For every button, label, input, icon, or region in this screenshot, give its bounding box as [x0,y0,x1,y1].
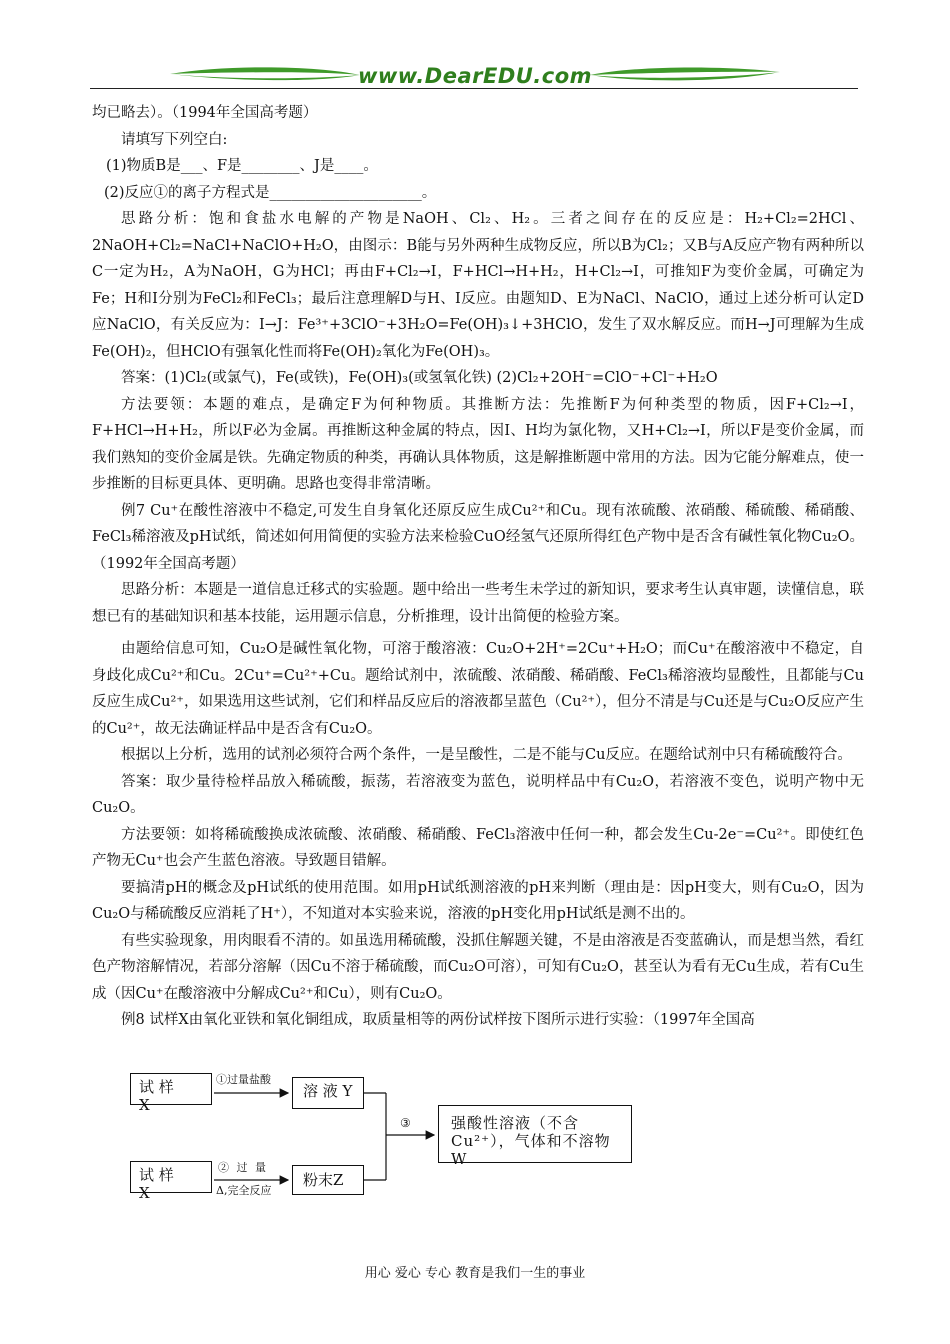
powder-z-label: 粉末Z [303,1171,344,1189]
paragraph: 请填写下列空白: [121,131,228,148]
result-box [438,1105,632,1168]
sample-box-1 [130,1073,212,1114]
experiment-flow-diagram [128,1065,638,1215]
powder-z-box [292,1165,364,1195]
site-name: www.DearEDU.com [357,64,593,88]
result-label: 强酸性溶液（不含Cu²⁺），气体和不溶物W [451,1114,611,1168]
paragraph: 要搞清pH的概念及pH试纸的使用范围。如用pH试纸测溶液的pH来判断（理由是：因pH变大，则有Cu₂O，因为Cu₂O与稀硫酸反应消耗了H⁺），不知道对本实验来说，溶液的pH变化用pH试纸是测不出的。 [92,879,864,922]
document-body [92,100,864,1034]
question-2: (2)反应①的离子方程式是_____________________。 [104,184,437,201]
paragraph: 由题给信息可知，Cu₂O是碱性氧化物，可溶于酸溶液：Cu₂O+2H⁺=2Cu⁺+H₂O；而Cu⁺在酸溶液中不稳定，自身歧化成Cu²⁺和Cu。2Cu⁺=Cu²⁺+Cu。题给试剂中，浓硫酸、浓硝酸、稀硝酸、FeCl₃稀溶液均显酸性，且都能与Cu反应生成Cu²⁺，如果选用这些试剂，它们和样品反应后的溶液都呈蓝色（Cu²⁺），但分不清是与Cu还是与Cu₂O反应产生的Cu²⁺，故无法确证样品中是否含有Cu₂O。 [92,641,864,737]
step3-label: ③ [400,1116,411,1130]
paragraph: 根据以上分析，选用的试剂必须符合两个条件，一是呈酸性，二是不能与Cu反应。在题给试剂中只有稀硫酸符合。 [121,747,852,763]
step2-label-bottom: Δ,完全反应 [216,1184,272,1197]
header-rule [90,88,858,89]
solution-y-box [292,1077,364,1109]
question-1: (1)物质B是___、F是________、J是____。 [106,158,378,174]
analysis-paragraph: 思路分析：饱和食盐水电解的产物是NaOH、Cl₂、H₂。三者之间存在的反应是：H₂+Cl₂=2HCl、2NaOH+Cl₂=NaCl+NaClO+H₂O，由图示：B能与另外两种生成物反应，所以B为Cl₂；又B与A反应产物有两种所以C一定为H₂，A为NaOH，G为HCl；再由F+Cl₂→I，F+HCl→H+H₂，H+Cl₂→I，可推知F为变价金属，可确定为Fe；H和I分别为FeCl₂和FeCl₃；最后注意理解D与H、I反应。由题知D、E为NaCl、NaClO，通过上述分析可认定D应NaClO，有关反应为：I→J：Fe³⁺+3ClO⁻+3H₂O=Fe(OH)₃↓+3HClO，发生了双水解反应。而H→J可理解为生成Fe(OH)₂，但HClO有强氧化性而将Fe(OH)₂氧化为Fe(OH)₃。 [92,211,864,360]
example-7: 例7 Cu⁺在酸性溶液中不稳定,可发生自身氧化还原反应生成Cu²⁺和Cu。现有浓硫酸、浓硝酸、稀硫酸、稀硝酸、FeCl₃稀溶液及pH试纸，简述如何用简便的实验方法来检验CuO经氢气还原所得红色产物中是否含有碱性氧化物Cu₂O。（1992年全国高考题） [92,502,864,572]
solution-y-label: 溶 液 Y [303,1082,353,1100]
paragraph: 有些实验现象，用肉眼看不清的。如虽选用稀硫酸，没抓住解题关键，不是由溶液是否变蓝确认，而是想当然，看红色产物溶解情况，若部分溶解（因Cu不溶于稀硫酸，而Cu₂O可溶），可知有Cu₂O，甚至认为看有无Cu生成，若有Cu生成（因Cu⁺在酸溶液中分解成Cu²⁺和Cu），则有Cu₂O。 [92,932,864,1002]
answer-paragraph: 答案：(1)Cl₂(或氯气)，Fe(或铁)，Fe(OH)₃(或氢氧化铁) (2)Cl₂+2OH⁻=ClO⁻+Cl⁻+H₂O [121,370,718,386]
method-paragraph: 方法要领：本题的难点，是确定F为何种物质。其推断方法：先推断F为何种类型的物质，因F+Cl₂→I，F+HCl→H+H₂，所以F必为金属。再推断这种金属的特点，因I、H均为氯化物，又H+Cl₂→I，所以F是变价金属，而我们熟知的变价金属是铁。先确定物质的种类，再确认具体物质，这是解推断题中常用的方法。因为它能分解难点，使一步推断的目标更具体、更明确。思路也变得非常清晰。 [92,396,864,492]
page-footer: 用心 爱心 专心 教育是我们一生的事业 [364,1266,586,1281]
step2-label-top: ② 过 量 [218,1161,268,1174]
sample-label: 试 样 X [139,1166,174,1202]
example-8: 例8 试样X由氧化亚铁和氧化铜组成，取质量相等的两份试样按下图所示进行实验：（1997年全国高 [121,1012,755,1028]
step1-label: ①过量盐酸 [216,1073,271,1086]
paragraph: 均已略去）。（1994年全国高考题） [92,105,318,121]
method-paragraph: 方法要领：如将稀硫酸换成浓硫酸、浓硝酸、稀硝酸、FeCl₃溶液中任何一种，都会发生Cu-2e⁻=Cu²⁺。即使红色产物无Cu⁺也会产生蓝色溶液。导致题目错解。 [92,826,864,869]
answer-paragraph: 答案：取少量待检样品放入稀硫酸，振荡，若溶液变为蓝色，说明样品中有Cu₂O，若溶液不变色，说明产物中无Cu₂O。 [92,773,864,816]
header-logo [170,62,780,88]
analysis-paragraph: 思路分析：本题是一道信息迁移式的实验题。题中给出一些考生未学过的新知识，要求考生认真审题，读懂信息，联想已有的基础知识和基本技能，运用题示信息，分析推理，设计出简便的检验方案。 [92,582,864,625]
sample-label: 试 样 X [139,1078,174,1114]
sample-box-2 [130,1161,212,1202]
